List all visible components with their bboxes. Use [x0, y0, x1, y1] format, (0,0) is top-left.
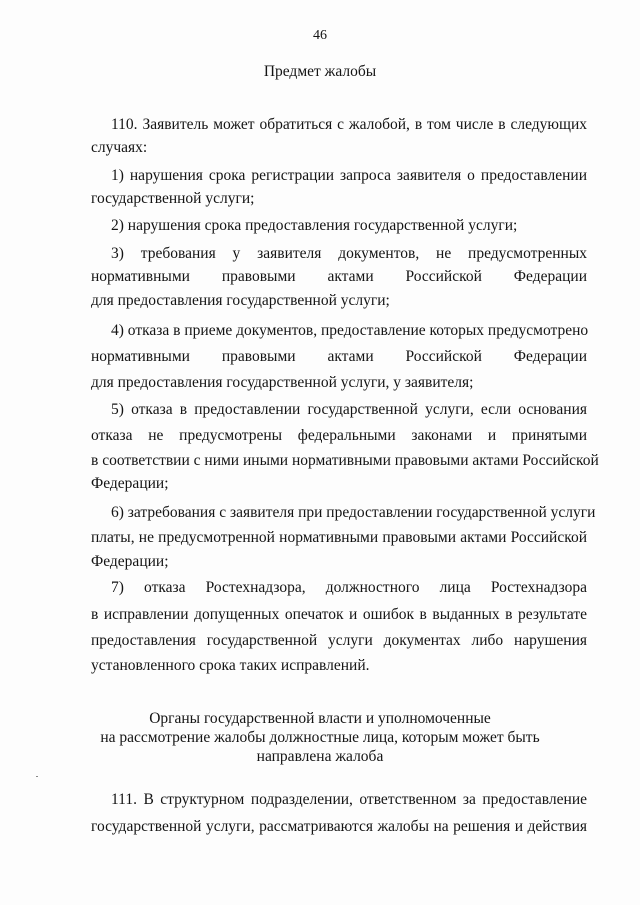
- paragraph-line: 6) затребования с заявителя при предоставлении государственной услуги: [111, 504, 596, 521]
- paragraph-line: Федерации;: [91, 553, 169, 570]
- paragraph-line: отказа не предусмотрены федеральными законами и принятыми: [91, 427, 587, 444]
- paragraph-line: 1) нарушения срока регистрации запроса заявителя о предоставлении: [111, 167, 587, 184]
- page-number: 46: [313, 28, 327, 43]
- paragraph-line: нормативными правовыми актами Российской Федерации: [91, 348, 587, 365]
- paragraph-line: платы, не предусмотренной нормативными правовыми актами Российской: [91, 529, 587, 546]
- paragraph-line: государственной услуги, рассматриваются жалобы на решения и действия: [91, 818, 587, 835]
- scan-speck: [36, 776, 38, 777]
- paragraph-line: 111. В структурном подразделении, ответственном за предоставление: [111, 791, 587, 808]
- paragraph-line: предоставления государственной услуги документах либо нарушения: [91, 632, 587, 649]
- paragraph-line: в соответствии с ними иными нормативными правовыми актами Российской: [91, 452, 599, 469]
- paragraph-line: в исправлении допущенных опечаток и ошибок в выданных в результате: [91, 606, 587, 623]
- paragraph-line: государственной услуги;: [91, 190, 255, 207]
- paragraph-line: 4) отказа в приеме документов, предоставление которых предусмотрено: [111, 322, 589, 339]
- paragraph-line: Федерации;: [91, 475, 169, 492]
- section-heading-line: Органы государственной власти и уполномоченные: [149, 710, 491, 727]
- paragraph-line: 3) требования у заявителя документов, не предусмотренных: [111, 245, 587, 262]
- paragraph-line: 5) отказа в предоставлении государственной услуги, если основания: [111, 401, 587, 418]
- section-heading-line: направлена жалоба: [256, 748, 384, 765]
- paragraph-line: для предоставления государственной услуги, у заявителя;: [91, 374, 474, 391]
- paragraph-line: установленного срока таких исправлений.: [91, 657, 370, 674]
- paragraph-line: 110. Заявитель может обратиться с жалобой, в том числе в следующих: [111, 116, 587, 133]
- paragraph-line: случаях:: [91, 139, 148, 156]
- paragraph-line: нормативными правовыми актами Российской Федерации: [91, 268, 587, 285]
- section-heading-line: на рассмотрение жалобы должностные лица, которым может быть: [100, 729, 540, 746]
- section-title: Предмет жалобы: [263, 63, 377, 80]
- paragraph-line: 7) отказа Ростехнадзора, должностного лица Ростехнадзора: [111, 579, 587, 596]
- paragraph-line: для предоставления государственной услуги;: [91, 292, 390, 309]
- paragraph-line: 2) нарушения срока предоставления государственной услуги;: [111, 217, 518, 234]
